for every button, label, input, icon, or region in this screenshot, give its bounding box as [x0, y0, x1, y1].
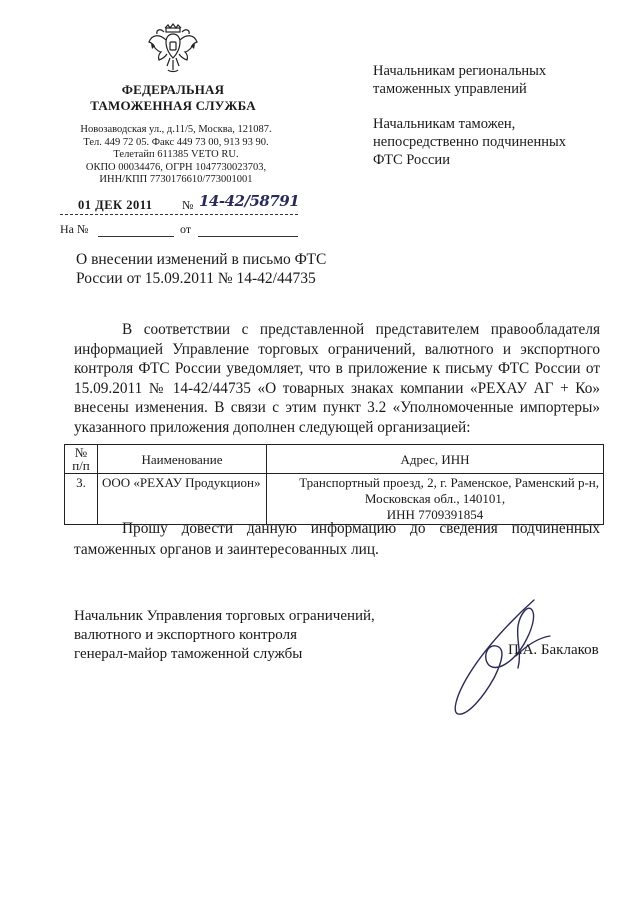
organization-name-line1: ФЕДЕРАЛЬНАЯ: [121, 82, 225, 97]
address-line: ИНН 7709391854: [386, 507, 484, 522]
registration-number: 14-42/58791: [199, 192, 300, 210]
contact-line: Телетайп 611385 VETO RU.: [113, 149, 239, 160]
organization-name: [60, 82, 286, 114]
contact-line: ОКПО 00034476, ОГРН 1047730023703,: [85, 161, 267, 173]
closing-paragraph: Прошу довести данную информацию до сведения подчиненных таможенных органов и заинтересованных лиц.: [74, 520, 600, 558]
organization-name-line2: ТАМОЖЕННАЯ СЛУЖБА: [90, 98, 256, 113]
contact-line: Новозаводская ул., д.11/5, Москва, 121087.: [80, 124, 272, 135]
contact-line: ИНН/КПП 7730176610/773001001: [99, 174, 253, 185]
reference-line: [60, 220, 300, 242]
addressee-block: [373, 62, 613, 186]
organization-contacts: [60, 124, 292, 187]
organizations-table: [64, 444, 604, 525]
coat-of-arms-icon: [146, 22, 200, 76]
row-number: 3.: [65, 474, 98, 525]
signer-name: П.А. Баклаков: [508, 642, 599, 658]
row-name: ООО «РЕХАУ Продукцион»: [98, 474, 267, 525]
reference-number-label: На №: [60, 222, 89, 236]
reference-number-blank: [98, 236, 174, 237]
addressee-line: ФТС России: [373, 152, 450, 168]
body-paragraph: В соответствии с представленной представителем правообладателя информацией Управление торговых ограничений, валютного и экспортного контроля ФТС России уведомляет, что в приложение к письму ФТС России от 15.09.2011 № 14-42/44735 «О товарных знаках компании «РЕХАУ АГ + Ко» внесены изменения. В связи с этим пункт 3.2 «Уполномоченные импортеры» указанного приложения дополнен следующей организацией:: [74, 321, 600, 436]
addressee-line: таможенных управлений: [373, 81, 527, 97]
address-line: Московская обл., 140101,: [364, 491, 506, 506]
address-line: Транспортный проезд, 2, г. Раменское, Раменский р-н,: [299, 475, 599, 490]
header-number-line2: п/п: [72, 458, 90, 473]
contact-line: Тел. 449 72 05. Факс 449 73 00, 913 93 90.: [83, 136, 269, 148]
table-header-row: [65, 445, 604, 474]
header-number: [65, 445, 98, 474]
registration-date: 01 ДЕК 2011: [78, 198, 153, 212]
letter-subject: [76, 250, 336, 288]
addressee-line: Начальникам региональных: [373, 63, 547, 79]
header-number-line1: №: [74, 445, 88, 460]
addressee-regional: [373, 62, 613, 98]
signer-line: Начальник Управления торговых ограничений,: [74, 608, 375, 624]
header-address: Адрес, ИНН: [267, 445, 604, 474]
reference-date-blank: [198, 236, 298, 237]
reference-date-label: от: [180, 222, 192, 236]
subject-line2: России от 15.09.2011 № 14-42/44735: [76, 270, 316, 287]
registration-number-label: №: [182, 198, 194, 212]
addressee-line: Начальникам таможен,: [373, 116, 516, 132]
addressee-customs: [373, 115, 613, 169]
addressee-line: непосредственно подчиненных: [373, 134, 566, 150]
closing-text: [74, 518, 600, 560]
subject-line1: О внесении изменений в письмо ФТС: [76, 251, 327, 268]
signer-line: валютного и экспортного контроля: [74, 627, 297, 643]
table-row: [65, 474, 604, 525]
registration-line: [60, 192, 300, 218]
row-address: [267, 474, 604, 525]
header-name: Наименование: [98, 445, 267, 474]
signer-line: генерал-майор таможенной службы: [74, 646, 303, 662]
letter-body: [74, 320, 600, 437]
registration-underline: [60, 214, 298, 215]
signer-position: [74, 607, 394, 664]
